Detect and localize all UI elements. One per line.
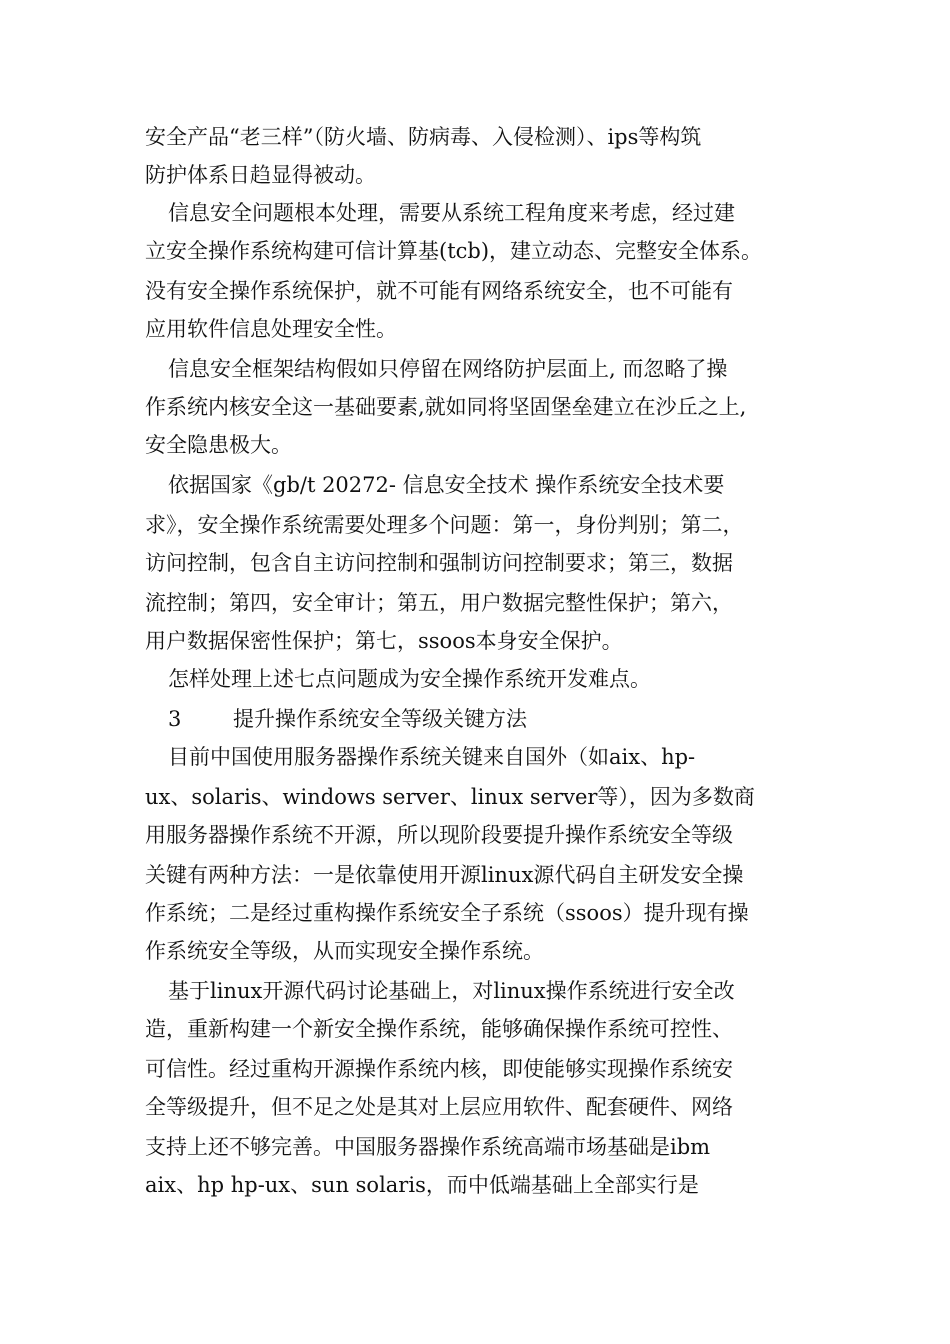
paragraph-start: 怎样处理上述七点问题成为安全操作系统开发难点。 (168, 667, 651, 691)
text-line: aix、hp hp-ux、sun solaris，而中低端基础上全部实行是 (145, 1173, 699, 1197)
text-line: 流控制；第四，安全审计；第五，用户数据完整性保护；第六， (145, 591, 733, 615)
text-line: 用服务器操作系统不开源，所以现阶段要提升操作系统安全等级 (145, 823, 733, 847)
text-line: 关键有两种方法：一是依靠使用开源linux源代码自主研发安全操 (145, 863, 744, 887)
paragraph-start: 信息安全问题根本处理，需要从系统工程角度来考虑，经过建 (168, 201, 735, 225)
paragraph-start: 基于linux开源代码讨论基础上，对linux操作系统进行安全改 (168, 979, 735, 1003)
text-line: ux、solaris、windows server、linux server等），因为多数商 (145, 785, 755, 809)
section-number: 3 (168, 707, 182, 731)
text-line: 作系统；二是经过重构操作系统安全子系统（ssoos）提升现有操 (145, 901, 749, 925)
text-line: 全等级提升，但不足之处是其对上层应用软件、配套硬件、网络 (145, 1095, 733, 1119)
text-line: 求》，安全操作系统需要处理多个问题：第一，身份判别；第二， (145, 513, 744, 537)
text-line: 没有安全操作系统保护，就不可能有网络系统安全，也不可能有 (145, 279, 733, 303)
text-line: 访问控制，包含自主访问控制和强制访问控制要求；第三，数据 (145, 551, 733, 575)
section-heading: 提升操作系统安全等级关键方法 (233, 707, 527, 731)
paragraph-start: 依据国家《gb/t 20272- 信息安全技术 操作系统安全技术要 (168, 473, 725, 497)
text-line: 作系统内核安全这一基础要素,就如同将坚固堡垒建立在沙丘之上, (145, 395, 747, 419)
paragraph-start: 目前中国使用服务器操作系统关键来自国外（如aix、hp- (168, 745, 696, 769)
text-line: 安全产品“老三样”（防火墙、防病毒、入侵检测）、ips等构筑 (145, 125, 702, 149)
text-line: 支持上还不够完善。中国服务器操作系统高端市场基础是ibm (145, 1135, 711, 1159)
paragraph-start: 信息安全框架结构假如只停留在网络防护层面上, 而忽略了操 (168, 357, 728, 381)
text-line: 防护体系日趋显得被动。 (145, 163, 376, 187)
text-line: 作系统安全等级，从而实现安全操作系统。 (145, 939, 544, 963)
text-line: 立安全操作系统构建可信计算基(tcb)，建立动态、完整安全体系。 (145, 239, 763, 263)
text-line: 应用软件信息处理安全性。 (145, 317, 397, 341)
text-line: 可信性。经过重构开源操作系统内核，即使能够实现操作系统安 (145, 1057, 733, 1081)
text-line: 安全隐患极大。 (145, 433, 292, 457)
text-line: 造，重新构建一个新安全操作系统，能够确保操作系统可控性、 (145, 1017, 733, 1041)
text-line: 用户数据保密性保护；第七，ssoos本身安全保护。 (145, 629, 623, 653)
